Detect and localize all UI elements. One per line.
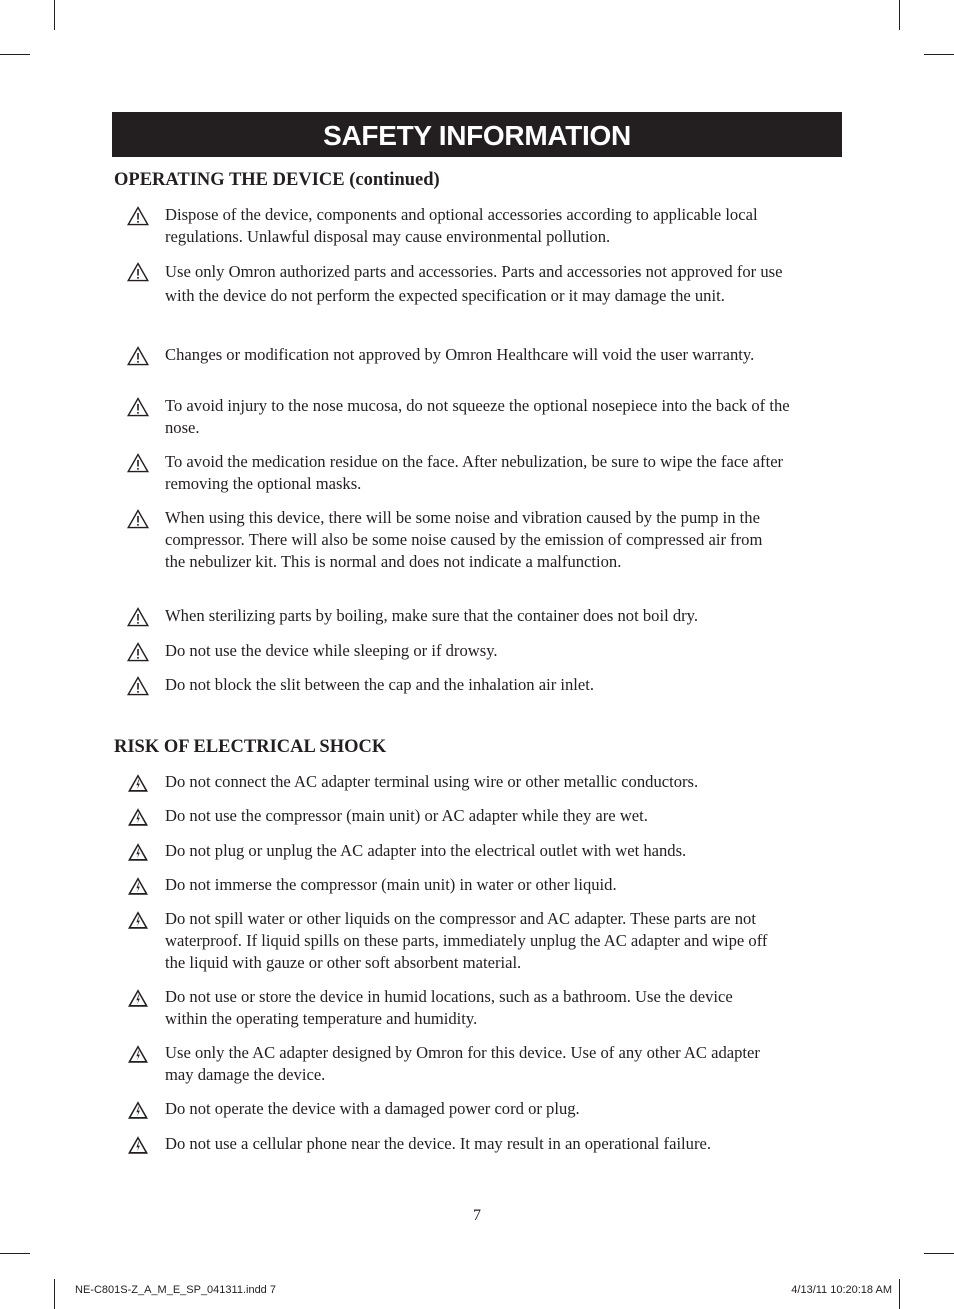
crop-mark — [924, 54, 954, 55]
warning-text: Use only Omron authorized parts and accessories. Parts and accessories not approved for use with the device do not perform the expected specification or it may damage the unit. — [165, 262, 783, 305]
electrical-warning-icon — [127, 1100, 149, 1120]
electrical-warning-icon — [127, 807, 149, 827]
page-number: 7 — [473, 1207, 481, 1224]
electrical-warning-icon — [127, 910, 149, 930]
electrical-warning-icon — [127, 1044, 149, 1064]
electrical-warning-icon — [127, 1135, 149, 1155]
warning-outline-icon — [127, 262, 149, 282]
warning-outline-icon — [127, 453, 149, 473]
section-heading-operating: OPERATING THE DEVICE (continued) — [114, 170, 440, 190]
warning-outline-icon — [127, 642, 149, 662]
warning-text: Do not use the device while sleeping or if drowsy. — [165, 641, 498, 660]
warning-outline-icon — [127, 676, 149, 696]
crop-mark — [54, 1279, 55, 1309]
warning-text: Do not block the slit between the cap and the inhalation air inlet. — [165, 675, 595, 694]
warning-text: Do not plug or unplug the AC adapter into the electrical outlet with wet hands. — [165, 841, 687, 860]
warning-text: To avoid injury to the nose mucosa, do not squeeze the optional nosepiece into the back of the nose. — [165, 396, 790, 437]
warning-text: When sterilizing parts by boiling, make sure that the container does not boil dry. — [165, 606, 699, 625]
crop-mark — [0, 54, 30, 55]
warning-text: Do not immerse the compressor (main unit) in water or other liquid. — [165, 875, 617, 894]
electrical-warning-icon — [127, 842, 149, 862]
warning-text: Do not use or store the device in humid locations, such as a bathroom. Use the device within the operating temperature and humidity. — [165, 987, 733, 1028]
crop-mark — [0, 1253, 30, 1254]
crop-mark — [924, 1253, 954, 1254]
warning-text: When using this device, there will be some noise and vibration caused by the pump in the compressor. There will also be some noise caused by the emission of compressed air from the nebulizer kit. This is normal and does not indicate a malfunction. — [165, 508, 763, 571]
warning-text: Do not use a cellular phone near the device. It may result in an operational failure. — [165, 1134, 711, 1153]
warning-text: Dispose of the device, components and optional accessories according to applicable local regulations. Unlawful disposal may cause environmental pollution. — [165, 205, 758, 246]
warning-outline-icon — [127, 509, 149, 529]
warning-outline-icon — [127, 206, 149, 226]
print-slug-timestamp: 4/13/11 10:20:18 AM — [791, 1284, 892, 1296]
crop-mark — [899, 1279, 900, 1309]
crop-mark — [899, 0, 900, 30]
warning-text: Do not operate the device with a damaged power cord or plug. — [165, 1099, 580, 1118]
warning-outline-icon — [127, 607, 149, 627]
warning-text: Do not connect the AC adapter terminal using wire or other metallic conductors. — [165, 772, 699, 791]
electrical-warning-icon — [127, 773, 149, 793]
print-slug-filename: NE-C801S-Z_A_M_E_SP_041311.indd 7 — [75, 1284, 276, 1296]
warning-text: Do not spill water or other liquids on the compressor and AC adapter. These parts are not waterproof. If liquid spills on these parts, immediately unplug the AC adapter and wipe off the liquid with gauze or other soft absorbent material. — [165, 909, 768, 972]
warning-text: Changes or modification not approved by Omron Healthcare will void the user warranty. — [165, 345, 755, 364]
warning-text: Use only the AC adapter designed by Omron for this device. Use of any other AC adapter may damage the device. — [165, 1043, 760, 1084]
section-heading-electrical-shock: RISK OF ELECTRICAL SHOCK — [114, 737, 387, 757]
warning-text: To avoid the medication residue on the face. After nebulization, be sure to wipe the face after removing the optional masks. — [165, 452, 784, 493]
electrical-warning-icon — [127, 988, 149, 1008]
warning-outline-icon — [127, 397, 149, 417]
warning-text: Do not use the compressor (main unit) or AC adapter while they are wet. — [165, 806, 648, 825]
warning-outline-icon — [127, 346, 149, 366]
electrical-warning-icon — [127, 876, 149, 896]
crop-mark — [54, 0, 55, 30]
page-title-banner: SAFETY INFORMATION — [112, 112, 842, 157]
